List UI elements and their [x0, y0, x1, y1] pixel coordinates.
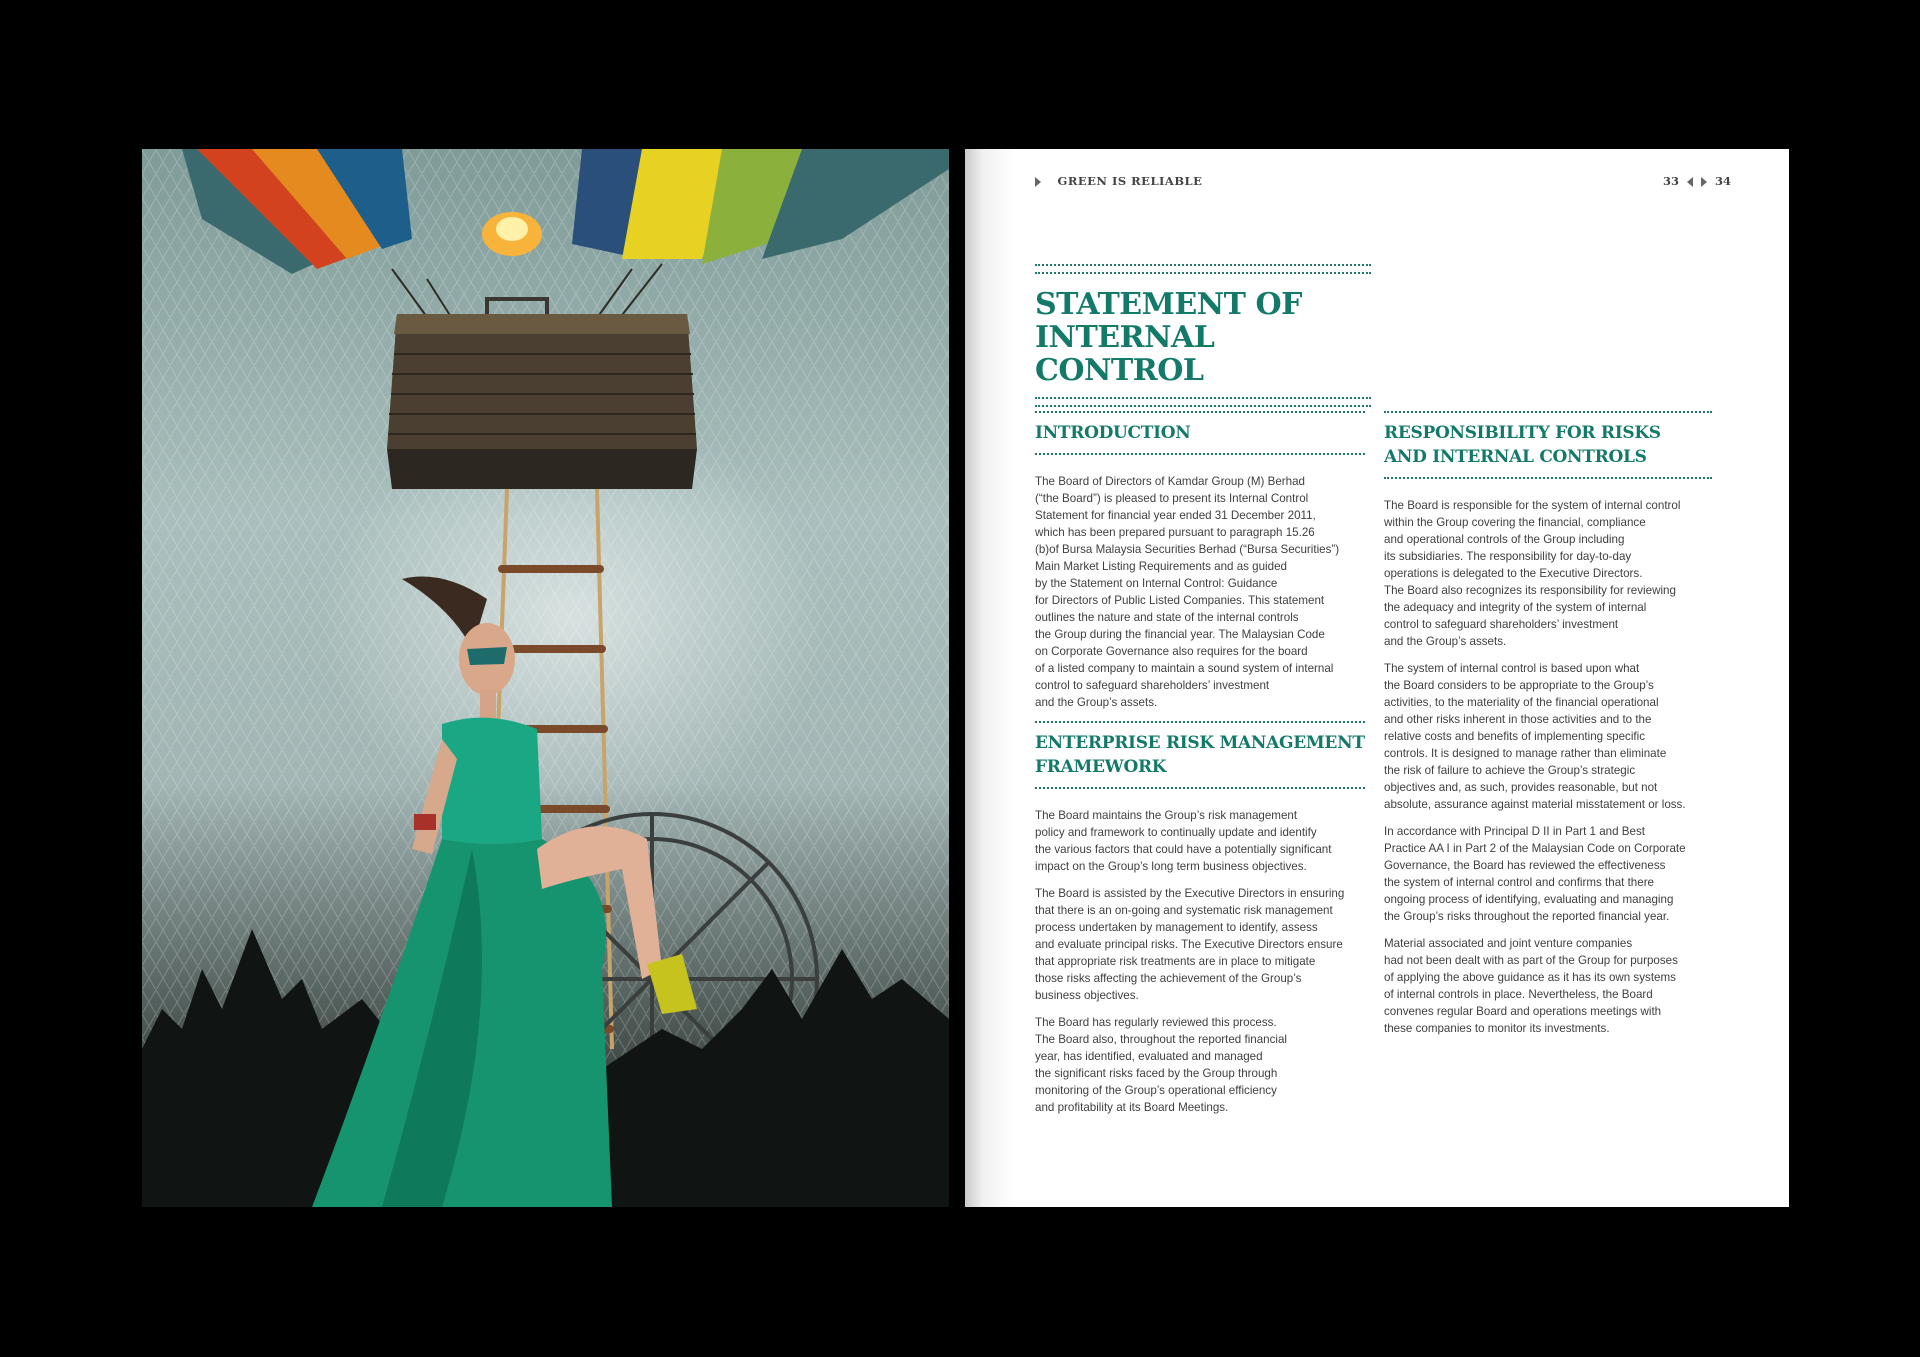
heading-line-2: AND INTERNAL CONTROLS — [1384, 447, 1647, 467]
section-heading-responsibility — [1384, 421, 1712, 469]
title-rule-bottom — [1035, 397, 1371, 407]
section-body — [1035, 807, 1365, 1116]
heading-line-1: RESPONSIBILITY FOR RISKS — [1384, 423, 1661, 443]
title-line-1: STATEMENT OF — [1035, 287, 1302, 322]
title-line-2: INTERNAL CONTROL — [1035, 320, 1215, 388]
balloon-basket — [387, 314, 697, 489]
section-heading-introduction: INTRODUCTION — [1035, 423, 1191, 443]
triangle-right-icon — [1701, 177, 1707, 187]
page-number-left: 33 — [1662, 174, 1679, 188]
section-rule — [1384, 477, 1712, 479]
section-rule — [1035, 721, 1365, 723]
page-title — [1035, 288, 1371, 387]
section-rule — [1035, 787, 1365, 789]
paragraph: In accordance with Principal D II in Part 1 and Best Practice AA I in Part 2 of the Malaysian Code on Corporate Governance, the Board has reviewed the effectiveness the system of internal control and confirms that there ongoing process of identifying, evaluating and managing the Group’s risks throughout the reported financial year. — [1384, 825, 1686, 923]
photo-page — [142, 149, 949, 1207]
introduction-section — [1035, 411, 1365, 711]
paragraph: The Board of Directors of Kamdar Group (M) Berhad (“the Board”) is pleased to present its Internal Control Statement for financial year ended 31 December 2011, which has been prepared pursuant to paragraph 15.26 (b)of Bursa Malaysia Securities Berhad (“Bursa Securities”) Main Market Listing Requirements and as guided by the Statement on Internal Control: Guidance for Directors of Public Listed Companies. This statement outlines the nature and state of the internal controls the Group during the financial year. The Malaysian Code on Corporate Governance also requires for the board of a listed company to maintain a sound system of internal control to safeguard shareholders’ investment and the Group’s assets. — [1035, 475, 1340, 709]
paragraph: The system of internal control is based upon what the Board considers to be appropriate to the Group’s activities, to the materiality of the financial operational and other risks inherent in those activities and to the relative costs and benefits of implementing specific controls. It is designed to manage rather than eliminate the risk of failure to achieve the Group’s strategic objectives and, as such, provides reasonable, but not absolute, assurance against material misstatement or loss. — [1384, 662, 1686, 811]
section-rule — [1035, 411, 1365, 413]
running-header — [1035, 174, 1202, 188]
right-column — [1384, 411, 1712, 1047]
balloon-envelope — [182, 149, 949, 274]
page-number-right: 34 — [1714, 174, 1731, 188]
triangle-right-icon — [1035, 177, 1041, 187]
section-rule — [1384, 411, 1712, 413]
title-rule-top — [1035, 264, 1371, 274]
section-rule — [1035, 453, 1365, 455]
paragraph: The Board maintains the Group’s risk management policy and framework to continually update and identify the various factors that could have a potentially significant impact on the Group’s long term business objectives. — [1035, 809, 1332, 873]
section-body — [1384, 497, 1712, 1037]
paragraph: Material associated and joint venture companies had not been dealt with as part of the Group for purposes of applying the above guidance as it has its own systems of internal controls in place. Nevertheless, the Board convenes regular Board and operations meetings with these companies to monitor its investments. — [1384, 937, 1678, 1035]
section-heading-erm — [1035, 731, 1365, 779]
heading-line-1: ENTERPRISE RISK MANAGEMENT — [1035, 733, 1365, 753]
heading-line-2: FRAMEWORK — [1035, 757, 1167, 777]
page-title-block — [1035, 264, 1371, 407]
erm-section — [1035, 721, 1365, 1116]
left-column — [1035, 411, 1365, 1126]
section-body — [1035, 473, 1365, 711]
paragraph: The Board has regularly reviewed this process. The Board also, throughout the reported financial year, has identified, evaluated and managed the significant risks faced by the Group through monitoring of the Group’s operational efficiency and profitability at its Board Meetings. — [1035, 1016, 1288, 1114]
paragraph: The Board is assisted by the Executive Directors in ensuring that there is an on-going and systematic risk management process undertaken by management to identify, assess and evaluate principal risks. The Executive Directors ensure that appropriate risk treatments are in place to mitigate those risks affecting the achievement of the Group’s business objectives. — [1035, 887, 1345, 1002]
responsibility-section — [1384, 411, 1712, 1037]
hot-air-balloon-photo — [142, 149, 949, 1207]
paragraph: The Board is responsible for the system of internal control within the Group covering the financial, compliance and operational controls of the Group including its subsidiaries. The responsibility for day-to-day operations is delegated to the Executive Directors. The Board also recognizes its responsibility for reviewing the adequacy and integrity of the system of internal control to safeguard shareholders’ investment and the Group’s assets. — [1384, 499, 1681, 648]
text-page — [965, 149, 1789, 1207]
page-numbers — [1663, 174, 1731, 188]
running-title: GREEN IS RELIABLE — [1057, 174, 1203, 188]
triangle-left-icon — [1687, 177, 1693, 187]
